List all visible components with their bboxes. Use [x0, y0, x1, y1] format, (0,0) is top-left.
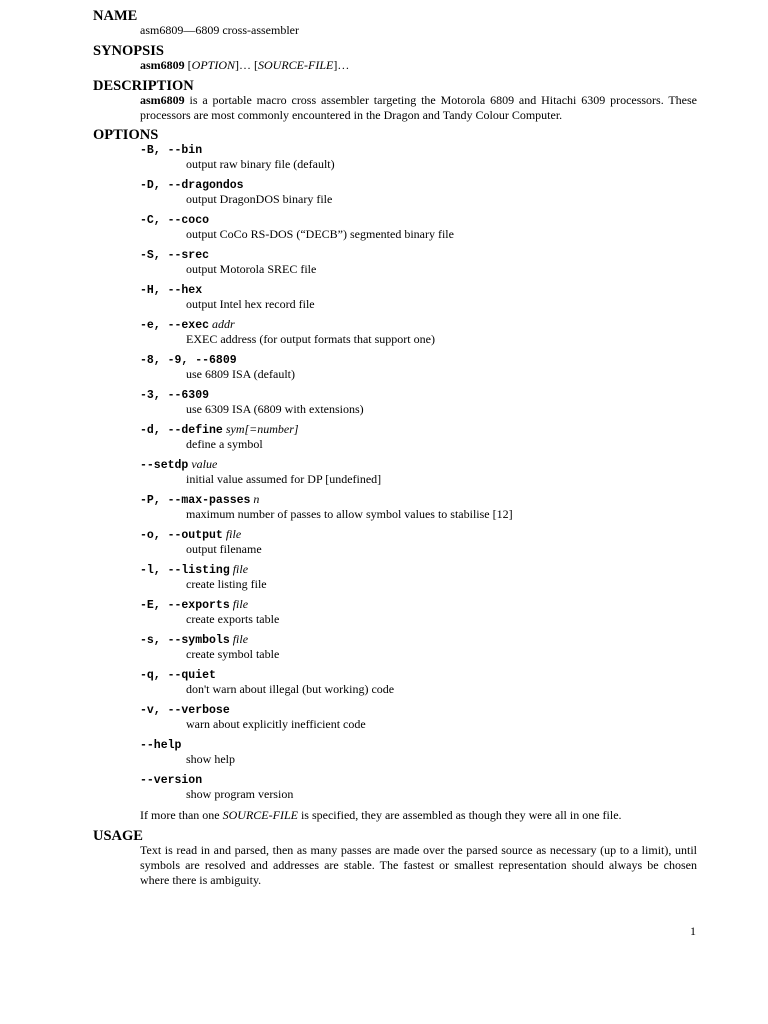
option-argument: file: [229, 562, 249, 576]
usage-paragraph: Text is read in and parsed, then as many passes are made over the parsed source as necessary (up to a limit), until symbols are resolved and addresses are stable. The fastest or smallest representation should always be chosen where there is ambiguity.: [140, 843, 697, 887]
option-argument: file: [229, 632, 249, 646]
option-description: define a symbol: [186, 437, 263, 451]
synopsis-option: OPTION: [191, 58, 236, 72]
option-flags: [140, 282, 202, 298]
page-number: 1: [690, 924, 696, 938]
option-flag-text: -S, --srec: [140, 249, 210, 262]
option-flag-text: -q, --quiet: [140, 669, 216, 682]
option-description: use 6809 ISA (default): [186, 367, 295, 381]
option-description: output Intel hex record file: [186, 297, 315, 311]
option-argument: addr: [209, 317, 235, 331]
options-note-pre: If more than one: [140, 808, 223, 822]
option-description: use 6309 ISA (6809 with extensions): [186, 402, 364, 416]
synopsis-bracket-close: ]…: [333, 58, 350, 72]
option-description: output CoCo RS-DOS (“DECB”) segmented binary file: [186, 227, 454, 241]
option-description: output filename: [186, 542, 262, 556]
option-flag-text: -o, --output: [140, 529, 223, 542]
option-flag-text: -d, --define: [140, 424, 223, 437]
option-description: create symbol table: [186, 647, 280, 661]
option-flags: [140, 177, 244, 193]
options-note-post: is specified, they are assembled as though they were all in one file.: [297, 808, 622, 822]
option-flags: [140, 632, 248, 648]
heading-synopsis: SYNOPSIS: [93, 43, 164, 59]
options-note-source-file: SOURCE-FILE: [222, 808, 298, 822]
option-flag-text: --help: [140, 739, 182, 752]
heading-options: OPTIONS: [93, 127, 159, 143]
option-flags: [140, 702, 230, 718]
option-flag-text: -D, --dragondos: [140, 179, 244, 192]
option-flag-text: -v, --verbose: [140, 704, 230, 717]
synopsis-source-file: SOURCE-FILE: [258, 58, 334, 72]
option-flags: [140, 492, 259, 508]
option-flags: [140, 457, 217, 473]
option-flags: [140, 352, 237, 368]
option-description: create exports table: [186, 612, 280, 626]
heading-description: DESCRIPTION: [93, 78, 194, 94]
option-argument: n: [250, 492, 260, 506]
synopsis-line: [140, 58, 349, 72]
synopsis-command: asm6809: [140, 58, 185, 72]
option-flag-text: -l, --listing: [140, 564, 230, 577]
option-description: EXEC address (for output formats that support one): [186, 332, 435, 346]
synopsis-bracket-open: [: [184, 58, 192, 72]
heading-usage: USAGE: [93, 828, 143, 844]
option-flags: [140, 667, 216, 683]
option-flag-text: -P, --max-passes: [140, 494, 251, 507]
option-argument: file: [222, 527, 242, 541]
option-description: output Motorola SREC file: [186, 262, 317, 276]
option-flag-text: -e, --exec: [140, 319, 210, 332]
option-flags: [140, 317, 235, 333]
option-flags: [140, 387, 209, 403]
heading-name: NAME: [93, 8, 138, 24]
option-description: initial value assumed for DP [undefined]: [186, 472, 382, 486]
option-description: output DragonDOS binary file: [186, 192, 333, 206]
option-flag-text: -E, --exports: [140, 599, 230, 612]
option-description: show help: [186, 752, 235, 766]
option-flag-text: -H, --hex: [140, 284, 203, 297]
option-flag-text: -8, -9, --6809: [140, 354, 237, 367]
option-flags: [140, 212, 209, 228]
option-flag-text: --setdp: [140, 459, 189, 472]
name-line: asm6809—6809 cross-assembler: [140, 23, 299, 37]
option-argument: sym[=number]: [222, 422, 299, 436]
option-description: maximum number of passes to allow symbol values to stabilise [12]: [186, 507, 513, 521]
description-paragraph: [140, 93, 697, 123]
description-text: is a portable macro cross assembler targeting the Motorola 6809 and Hitachi 6309 processors. These processors are most commonly encountered in the Dragon and Tandy Colour Computer.: [140, 93, 697, 122]
option-flag-text: -B, --bin: [140, 144, 203, 157]
option-flags: [140, 527, 241, 543]
synopsis-bracket-mid: ]… [: [235, 58, 259, 72]
option-description: output raw binary file (default): [186, 157, 335, 171]
option-flag-text: -C, --coco: [140, 214, 210, 227]
option-flags: [140, 772, 202, 788]
option-flags: [140, 142, 202, 158]
option-flags: [140, 562, 248, 578]
option-description: show program version: [186, 787, 294, 801]
option-flags: [140, 597, 248, 613]
option-flags: [140, 422, 299, 438]
option-argument: value: [188, 457, 218, 471]
option-description: create listing file: [186, 577, 267, 591]
option-flags: [140, 737, 181, 753]
option-flags: [140, 247, 209, 263]
option-description: warn about explicitly inefficient code: [186, 717, 366, 731]
description-command: asm6809: [140, 93, 185, 107]
option-description: don't warn about illegal (but working) code: [186, 682, 395, 696]
option-flag-text: --version: [140, 774, 203, 787]
options-note: [140, 808, 622, 822]
option-argument: file: [229, 597, 249, 611]
option-flag-text: -s, --symbols: [140, 634, 230, 647]
option-flag-text: -3, --6309: [140, 389, 210, 402]
